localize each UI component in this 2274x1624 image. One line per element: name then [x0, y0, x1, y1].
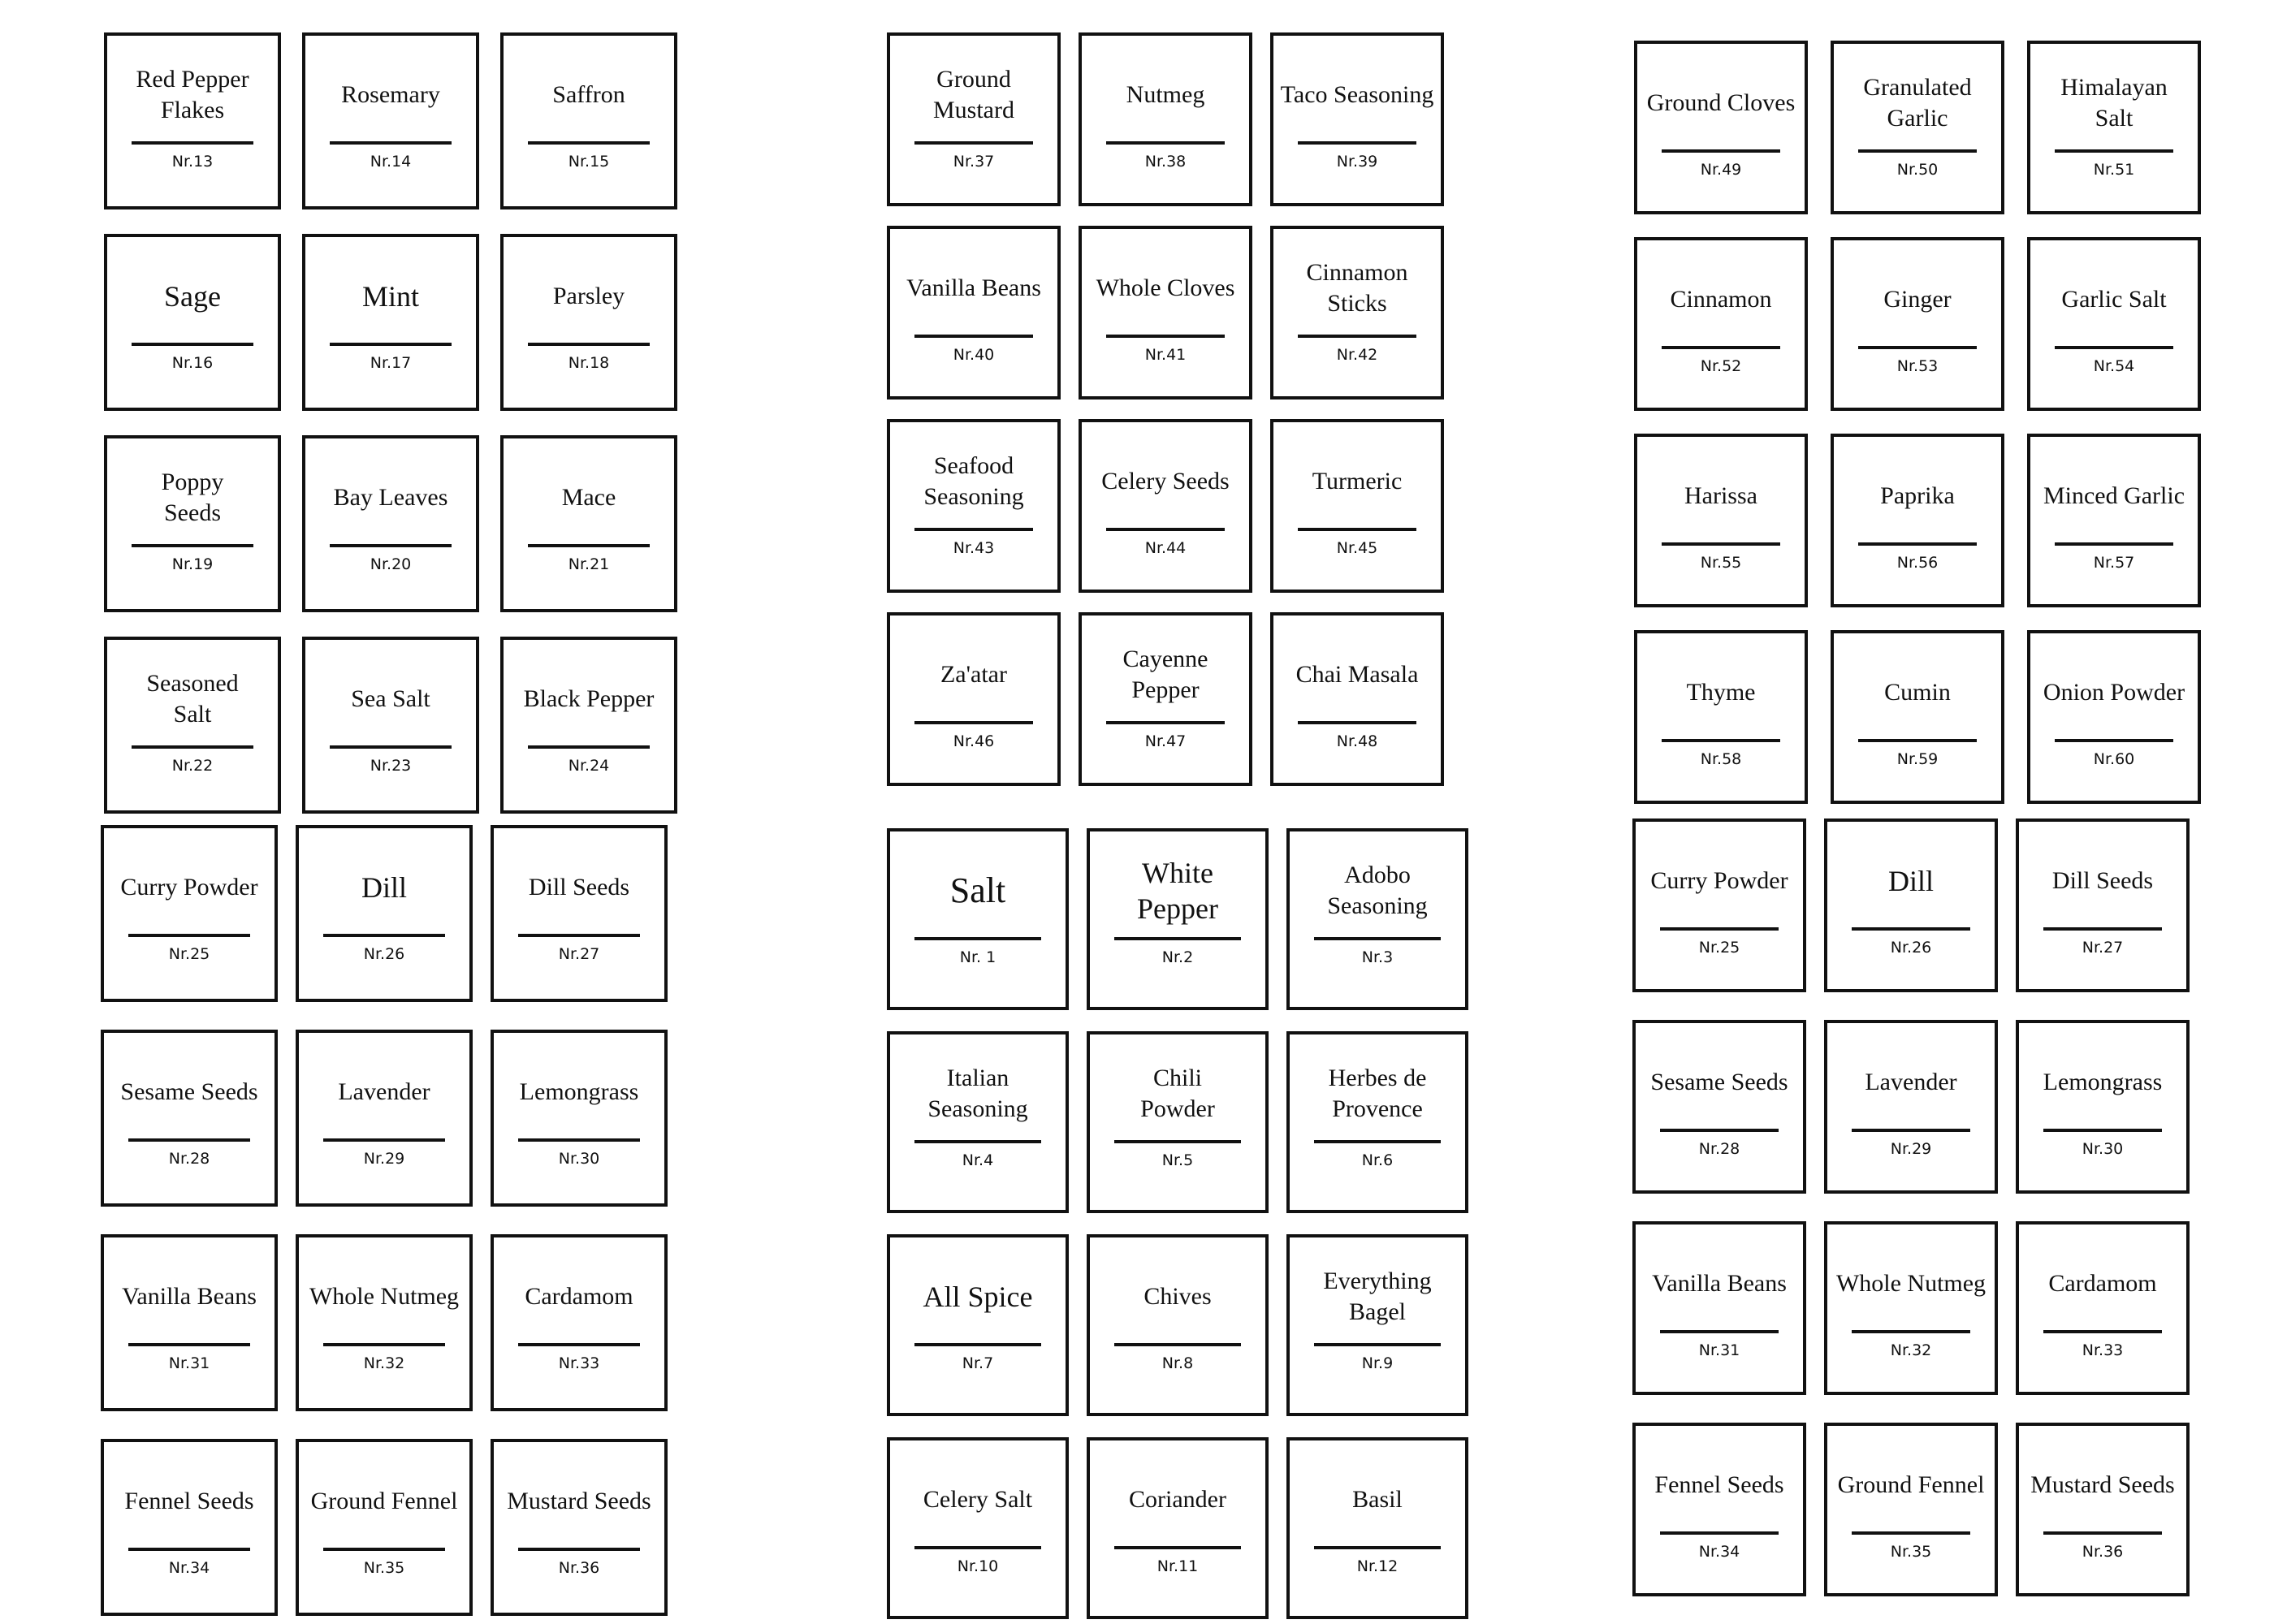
label-number: Nr.56	[1896, 554, 1939, 572]
spice-label	[296, 825, 473, 1002]
spice-label	[1824, 818, 1998, 992]
spice-name: Lemongrass	[2043, 1069, 2163, 1095]
spice-name: Seasoned Salt	[146, 670, 239, 728]
label-number: Nr.43	[953, 539, 995, 557]
label-number: Nr.58	[1700, 750, 1742, 768]
label-number: Nr.27	[2082, 939, 2124, 957]
spice-label	[1270, 612, 1444, 786]
spice-name: Chai Masala	[1295, 661, 1419, 688]
spice-name: Cardamom	[525, 1283, 633, 1310]
spice-name: Turmeric	[1312, 468, 1403, 495]
spice-label	[296, 1439, 473, 1616]
spice-label	[2016, 1020, 2190, 1194]
label-number: Nr.35	[1890, 1543, 1932, 1561]
spice-label	[2027, 630, 2201, 804]
divider-line	[1662, 739, 1780, 742]
label-number: Nr.32	[363, 1354, 405, 1372]
spice-name: Whole Nutmeg	[309, 1283, 460, 1310]
spice-name: Celery Salt	[923, 1486, 1033, 1513]
spice-label	[104, 435, 281, 612]
spice-name: Salt	[949, 870, 1006, 910]
label-number: Nr.35	[363, 1559, 405, 1577]
spice-label	[101, 1030, 278, 1207]
spice-name: Sea Salt	[351, 685, 430, 712]
divider-line	[1314, 937, 1441, 940]
spice-name: Vanilla Beans	[906, 274, 1041, 301]
spice-label	[1286, 1031, 1468, 1213]
divider-line	[1852, 1129, 1970, 1132]
spice-label	[302, 32, 479, 209]
spice-name: Cinnamon Sticks	[1306, 259, 1408, 317]
spice-label	[302, 435, 479, 612]
spice-name: Rosemary	[341, 81, 440, 108]
spice-label	[101, 1439, 278, 1616]
divider-line	[128, 1548, 250, 1551]
label-number: Nr.4	[962, 1151, 994, 1169]
label-number: Nr.17	[370, 354, 412, 372]
spice-name: Italian Seasoning	[927, 1065, 1028, 1122]
label-number: Nr.10	[957, 1557, 999, 1575]
spice-name: Sesame Seeds	[1650, 1069, 1788, 1095]
divider-line	[1114, 1546, 1241, 1549]
spice-label	[1087, 1437, 1269, 1619]
spice-name: Ground Fennel	[1837, 1471, 1985, 1498]
spice-label	[1087, 828, 1269, 1010]
divider-line	[2055, 739, 2173, 742]
spice-name: Za'atar	[940, 661, 1007, 688]
divider-line	[914, 1343, 1041, 1346]
divider-line	[2055, 149, 2173, 153]
divider-line	[1314, 1546, 1441, 1549]
divider-line	[1662, 542, 1780, 546]
divider-line	[1852, 1330, 1970, 1333]
spice-label	[302, 234, 479, 411]
spice-name: Lemongrass	[519, 1078, 639, 1105]
spice-label	[887, 226, 1061, 400]
divider-line	[914, 1140, 1041, 1143]
divider-line	[1106, 335, 1225, 338]
label-number: Nr.29	[363, 1150, 405, 1168]
spice-name: Ginger	[1883, 286, 1952, 313]
divider-line	[1298, 335, 1416, 338]
spice-label	[491, 1234, 668, 1411]
spice-name: Fennel Seeds	[1654, 1471, 1784, 1498]
spice-label	[1824, 1020, 1998, 1194]
label-number: Nr.36	[558, 1559, 600, 1577]
label-number: Nr.25	[1698, 939, 1740, 957]
label-number: Nr.36	[2082, 1543, 2124, 1561]
divider-line	[1852, 927, 1970, 931]
divider-line	[128, 934, 250, 937]
label-number: Nr.27	[558, 945, 600, 963]
spice-name: Dill	[361, 871, 407, 904]
label-number: Nr.55	[1700, 554, 1742, 572]
label-number: Nr.6	[1361, 1151, 1394, 1169]
divider-line	[914, 1546, 1041, 1549]
spice-label	[1824, 1423, 1998, 1596]
spice-name: Fennel Seeds	[124, 1488, 254, 1514]
spice-label	[302, 637, 479, 814]
spice-label	[1634, 630, 1808, 804]
spice-name: Onion Powder	[2043, 679, 2185, 706]
spice-name: Granulated Garlic	[1863, 74, 1972, 132]
spice-name: Adobo Seasoning	[1327, 862, 1428, 919]
divider-line	[2043, 927, 2162, 931]
spice-label	[1632, 1020, 1806, 1194]
spice-name: Taco Seasoning	[1280, 81, 1434, 108]
label-number: Nr.9	[1361, 1354, 1394, 1372]
divider-line	[132, 343, 253, 346]
label-number: Nr.44	[1144, 539, 1187, 557]
spice-label	[491, 825, 668, 1002]
label-number: Nr.53	[1896, 357, 1939, 375]
divider-line	[2055, 542, 2173, 546]
label-number: Nr.5	[1161, 1151, 1194, 1169]
divider-line	[128, 1343, 250, 1346]
divider-line	[1106, 141, 1225, 145]
spice-label	[1270, 32, 1444, 206]
spice-label	[1079, 32, 1252, 206]
divider-line	[1858, 739, 1977, 742]
spice-label	[887, 419, 1061, 593]
spice-label	[104, 234, 281, 411]
spice-name: Lavender	[1865, 1069, 1957, 1095]
spice-label	[104, 637, 281, 814]
spice-name: Poppy Seeds	[161, 469, 224, 526]
spice-label	[500, 435, 677, 612]
spice-name: Ground Fennel	[310, 1488, 458, 1514]
label-number: Nr.29	[1890, 1140, 1932, 1158]
spice-name: Mustard Seeds	[507, 1488, 651, 1514]
divider-line	[1298, 528, 1416, 531]
label-number: Nr.30	[558, 1150, 600, 1168]
divider-line	[1660, 1531, 1779, 1535]
divider-line	[323, 934, 445, 937]
spice-name: Chives	[1143, 1283, 1212, 1310]
label-number: Nr.46	[953, 732, 995, 750]
spice-label	[1087, 1234, 1269, 1416]
divider-line	[518, 1138, 640, 1142]
spice-label	[500, 32, 677, 209]
spice-label	[1831, 434, 2004, 607]
spice-name: Sage	[164, 280, 221, 313]
divider-line	[1660, 927, 1779, 931]
label-number: Nr.13	[171, 153, 214, 171]
label-number: Nr. 1	[959, 948, 996, 966]
divider-line	[2055, 346, 2173, 349]
spice-name: Lavender	[338, 1078, 430, 1105]
divider-line	[1114, 1343, 1241, 1346]
label-number: Nr.16	[171, 354, 214, 372]
spice-label	[2016, 818, 2190, 992]
spice-label	[296, 1030, 473, 1207]
divider-line	[914, 937, 1041, 940]
spice-label	[1087, 1031, 1269, 1213]
spice-name: Paprika	[1880, 482, 1955, 509]
label-number: Nr.31	[1698, 1341, 1740, 1359]
divider-line	[330, 544, 452, 547]
spice-label	[887, 1437, 1069, 1619]
label-number: Nr.42	[1336, 346, 1378, 364]
label-number: Nr.23	[370, 757, 412, 775]
spice-name: Basil	[1352, 1486, 1403, 1513]
spice-label	[2027, 41, 2201, 214]
spice-name: All Spice	[923, 1281, 1033, 1313]
spice-name: Minced Garlic	[2043, 482, 2185, 509]
divider-line	[1852, 1531, 1970, 1535]
label-number: Nr.18	[568, 354, 610, 372]
spice-label	[101, 1234, 278, 1411]
spice-label	[296, 1234, 473, 1411]
label-number: Nr.28	[1698, 1140, 1740, 1158]
divider-line	[1858, 149, 1977, 153]
label-number: Nr.45	[1336, 539, 1378, 557]
divider-line	[1662, 346, 1780, 349]
spice-name: Vanilla Beans	[122, 1283, 257, 1310]
label-number: Nr.51	[2093, 161, 2135, 179]
spice-name: Chili Powder	[1140, 1065, 1215, 1122]
spice-label	[500, 234, 677, 411]
spice-label	[1634, 237, 1808, 411]
label-number: Nr.37	[953, 153, 995, 171]
label-number: Nr.54	[2093, 357, 2135, 375]
spice-name: Celery Seeds	[1101, 468, 1230, 495]
divider-line	[2043, 1129, 2162, 1132]
label-number: Nr.33	[2082, 1341, 2124, 1359]
spice-name: Ground Cloves	[1646, 89, 1796, 116]
divider-line	[1106, 721, 1225, 724]
divider-line	[914, 141, 1033, 145]
label-number: Nr.47	[1144, 732, 1187, 750]
label-number: Nr.8	[1161, 1354, 1194, 1372]
spice-label	[1634, 41, 1808, 214]
spice-name: Ground Mustard	[933, 66, 1014, 123]
spice-label	[1632, 1221, 1806, 1395]
spice-label	[2016, 1423, 2190, 1596]
label-number: Nr.41	[1144, 346, 1187, 364]
spice-label	[104, 32, 281, 209]
spice-name: Cardamom	[2048, 1270, 2157, 1297]
spice-name: Dill Seeds	[528, 874, 630, 901]
divider-line	[2043, 1531, 2162, 1535]
label-number: Nr.26	[1890, 939, 1932, 957]
divider-line	[330, 141, 452, 145]
divider-line	[914, 335, 1033, 338]
label-number: Nr.20	[370, 555, 412, 573]
label-number: Nr.33	[558, 1354, 600, 1372]
label-number: Nr.30	[2082, 1140, 2124, 1158]
divider-line	[1858, 542, 1977, 546]
label-number: Nr.21	[568, 555, 610, 573]
divider-line	[1298, 721, 1416, 724]
spice-label	[887, 612, 1061, 786]
divider-line	[1662, 149, 1780, 153]
label-number: Nr.34	[168, 1559, 210, 1577]
divider-line	[914, 528, 1033, 531]
spice-label	[1286, 1234, 1468, 1416]
spice-name: Red Pepper Flakes	[136, 66, 249, 123]
spice-name: Saffron	[552, 81, 625, 108]
divider-line	[323, 1343, 445, 1346]
label-number: Nr.31	[168, 1354, 210, 1372]
divider-line	[2043, 1330, 2162, 1333]
spice-label	[1286, 828, 1468, 1010]
divider-line	[518, 1343, 640, 1346]
spice-label	[500, 637, 677, 814]
spice-label	[1079, 226, 1252, 400]
divider-line	[518, 1548, 640, 1551]
spice-label	[887, 828, 1069, 1010]
label-number: Nr.40	[953, 346, 995, 364]
spice-label	[887, 32, 1061, 206]
spice-label	[887, 1031, 1069, 1213]
spice-label	[1079, 419, 1252, 593]
spice-label	[1634, 434, 1808, 607]
divider-line	[1858, 346, 1977, 349]
label-number: Nr.60	[2093, 750, 2135, 768]
spice-label	[1632, 818, 1806, 992]
spice-name: Vanilla Beans	[1652, 1270, 1787, 1297]
spice-label	[491, 1030, 668, 1207]
spice-label	[2016, 1221, 2190, 1395]
spice-name: Himalayan Salt	[2060, 74, 2168, 132]
label-number: Nr.59	[1896, 750, 1939, 768]
spice-label	[2027, 434, 2201, 607]
spice-label	[1824, 1221, 1998, 1395]
divider-line	[1314, 1343, 1441, 1346]
divider-line	[330, 745, 452, 749]
spice-label	[1079, 612, 1252, 786]
divider-line	[528, 544, 650, 547]
label-number: Nr.38	[1144, 153, 1187, 171]
divider-line	[1660, 1129, 1779, 1132]
label-number: Nr.15	[568, 153, 610, 171]
label-number: Nr.48	[1336, 732, 1378, 750]
divider-line	[1114, 937, 1241, 940]
label-number: Nr.25	[168, 945, 210, 963]
divider-line	[528, 745, 650, 749]
divider-line	[518, 934, 640, 937]
label-number: Nr.3	[1361, 948, 1394, 966]
label-number: Nr.57	[2093, 554, 2135, 572]
spice-name: Everything Bagel	[1323, 1268, 1432, 1325]
label-number: Nr.49	[1700, 161, 1742, 179]
label-number: Nr.11	[1156, 1557, 1199, 1575]
spice-label	[491, 1439, 668, 1616]
spice-name: Dill Seeds	[2051, 867, 2154, 894]
label-number: Nr.12	[1356, 1557, 1399, 1575]
spice-name: Herbes de Provence	[1328, 1065, 1427, 1122]
spice-name: Mustard Seeds	[2030, 1471, 2175, 1498]
label-number: Nr.34	[1698, 1543, 1740, 1561]
label-number: Nr.24	[568, 757, 610, 775]
spice-name: Bay Leaves	[333, 484, 448, 511]
divider-line	[132, 745, 253, 749]
divider-line	[132, 544, 253, 547]
divider-line	[330, 343, 452, 346]
spice-label	[887, 1234, 1069, 1416]
spice-name: Harissa	[1684, 482, 1757, 509]
divider-line	[528, 141, 650, 145]
label-number: Nr.39	[1336, 153, 1378, 171]
spice-label	[2027, 237, 2201, 411]
label-number: Nr.52	[1700, 357, 1742, 375]
spice-name: Cinnamon	[1670, 286, 1772, 313]
spice-label	[1831, 237, 2004, 411]
spice-label	[1270, 419, 1444, 593]
spice-name: Black Pepper	[523, 685, 655, 712]
label-number: Nr.28	[168, 1150, 210, 1168]
spice-label	[1831, 630, 2004, 804]
label-number: Nr.26	[363, 945, 405, 963]
spice-name: Garlic Salt	[2061, 286, 2167, 313]
spice-name: Whole Cloves	[1096, 274, 1235, 301]
spice-name: Curry Powder	[120, 874, 258, 901]
spice-name: Cumin	[1884, 679, 1951, 706]
label-number: Nr.22	[171, 757, 214, 775]
divider-line	[1298, 141, 1416, 145]
divider-line	[1660, 1330, 1779, 1333]
spice-label	[1286, 1437, 1468, 1619]
divider-line	[323, 1138, 445, 1142]
divider-line	[1314, 1140, 1441, 1143]
spice-label	[101, 825, 278, 1002]
spice-name: Mace	[561, 484, 616, 511]
spice-name: Mint	[361, 280, 419, 313]
divider-line	[1106, 528, 1225, 531]
label-number: Nr.50	[1896, 161, 1939, 179]
spice-name: Parsley	[552, 283, 625, 309]
spice-name: Thyme	[1686, 679, 1756, 706]
label-number: Nr.32	[1890, 1341, 1932, 1359]
spice-name: Dill	[1887, 865, 1934, 897]
divider-line	[914, 721, 1033, 724]
spice-name: Sesame Seeds	[120, 1078, 258, 1105]
divider-line	[528, 343, 650, 346]
divider-line	[132, 141, 253, 145]
spice-name: Nutmeg	[1126, 81, 1205, 108]
spice-name: Coriander	[1129, 1486, 1226, 1513]
label-number: Nr.19	[171, 555, 214, 573]
label-number: Nr.7	[962, 1354, 994, 1372]
label-number: Nr.14	[370, 153, 412, 171]
divider-line	[323, 1548, 445, 1551]
spice-name: Seafood Seasoning	[923, 452, 1024, 510]
spice-name: Curry Powder	[1650, 867, 1788, 894]
divider-line	[128, 1138, 250, 1142]
divider-line	[1114, 1140, 1241, 1143]
spice-name: Cayenne Pepper	[1122, 646, 1208, 703]
spice-label	[1270, 226, 1444, 400]
spice-name: White Pepper	[1137, 857, 1218, 925]
spice-name: Whole Nutmeg	[1835, 1270, 1987, 1297]
spice-label	[1632, 1423, 1806, 1596]
spice-label	[1831, 41, 2004, 214]
label-number: Nr.2	[1161, 948, 1194, 966]
